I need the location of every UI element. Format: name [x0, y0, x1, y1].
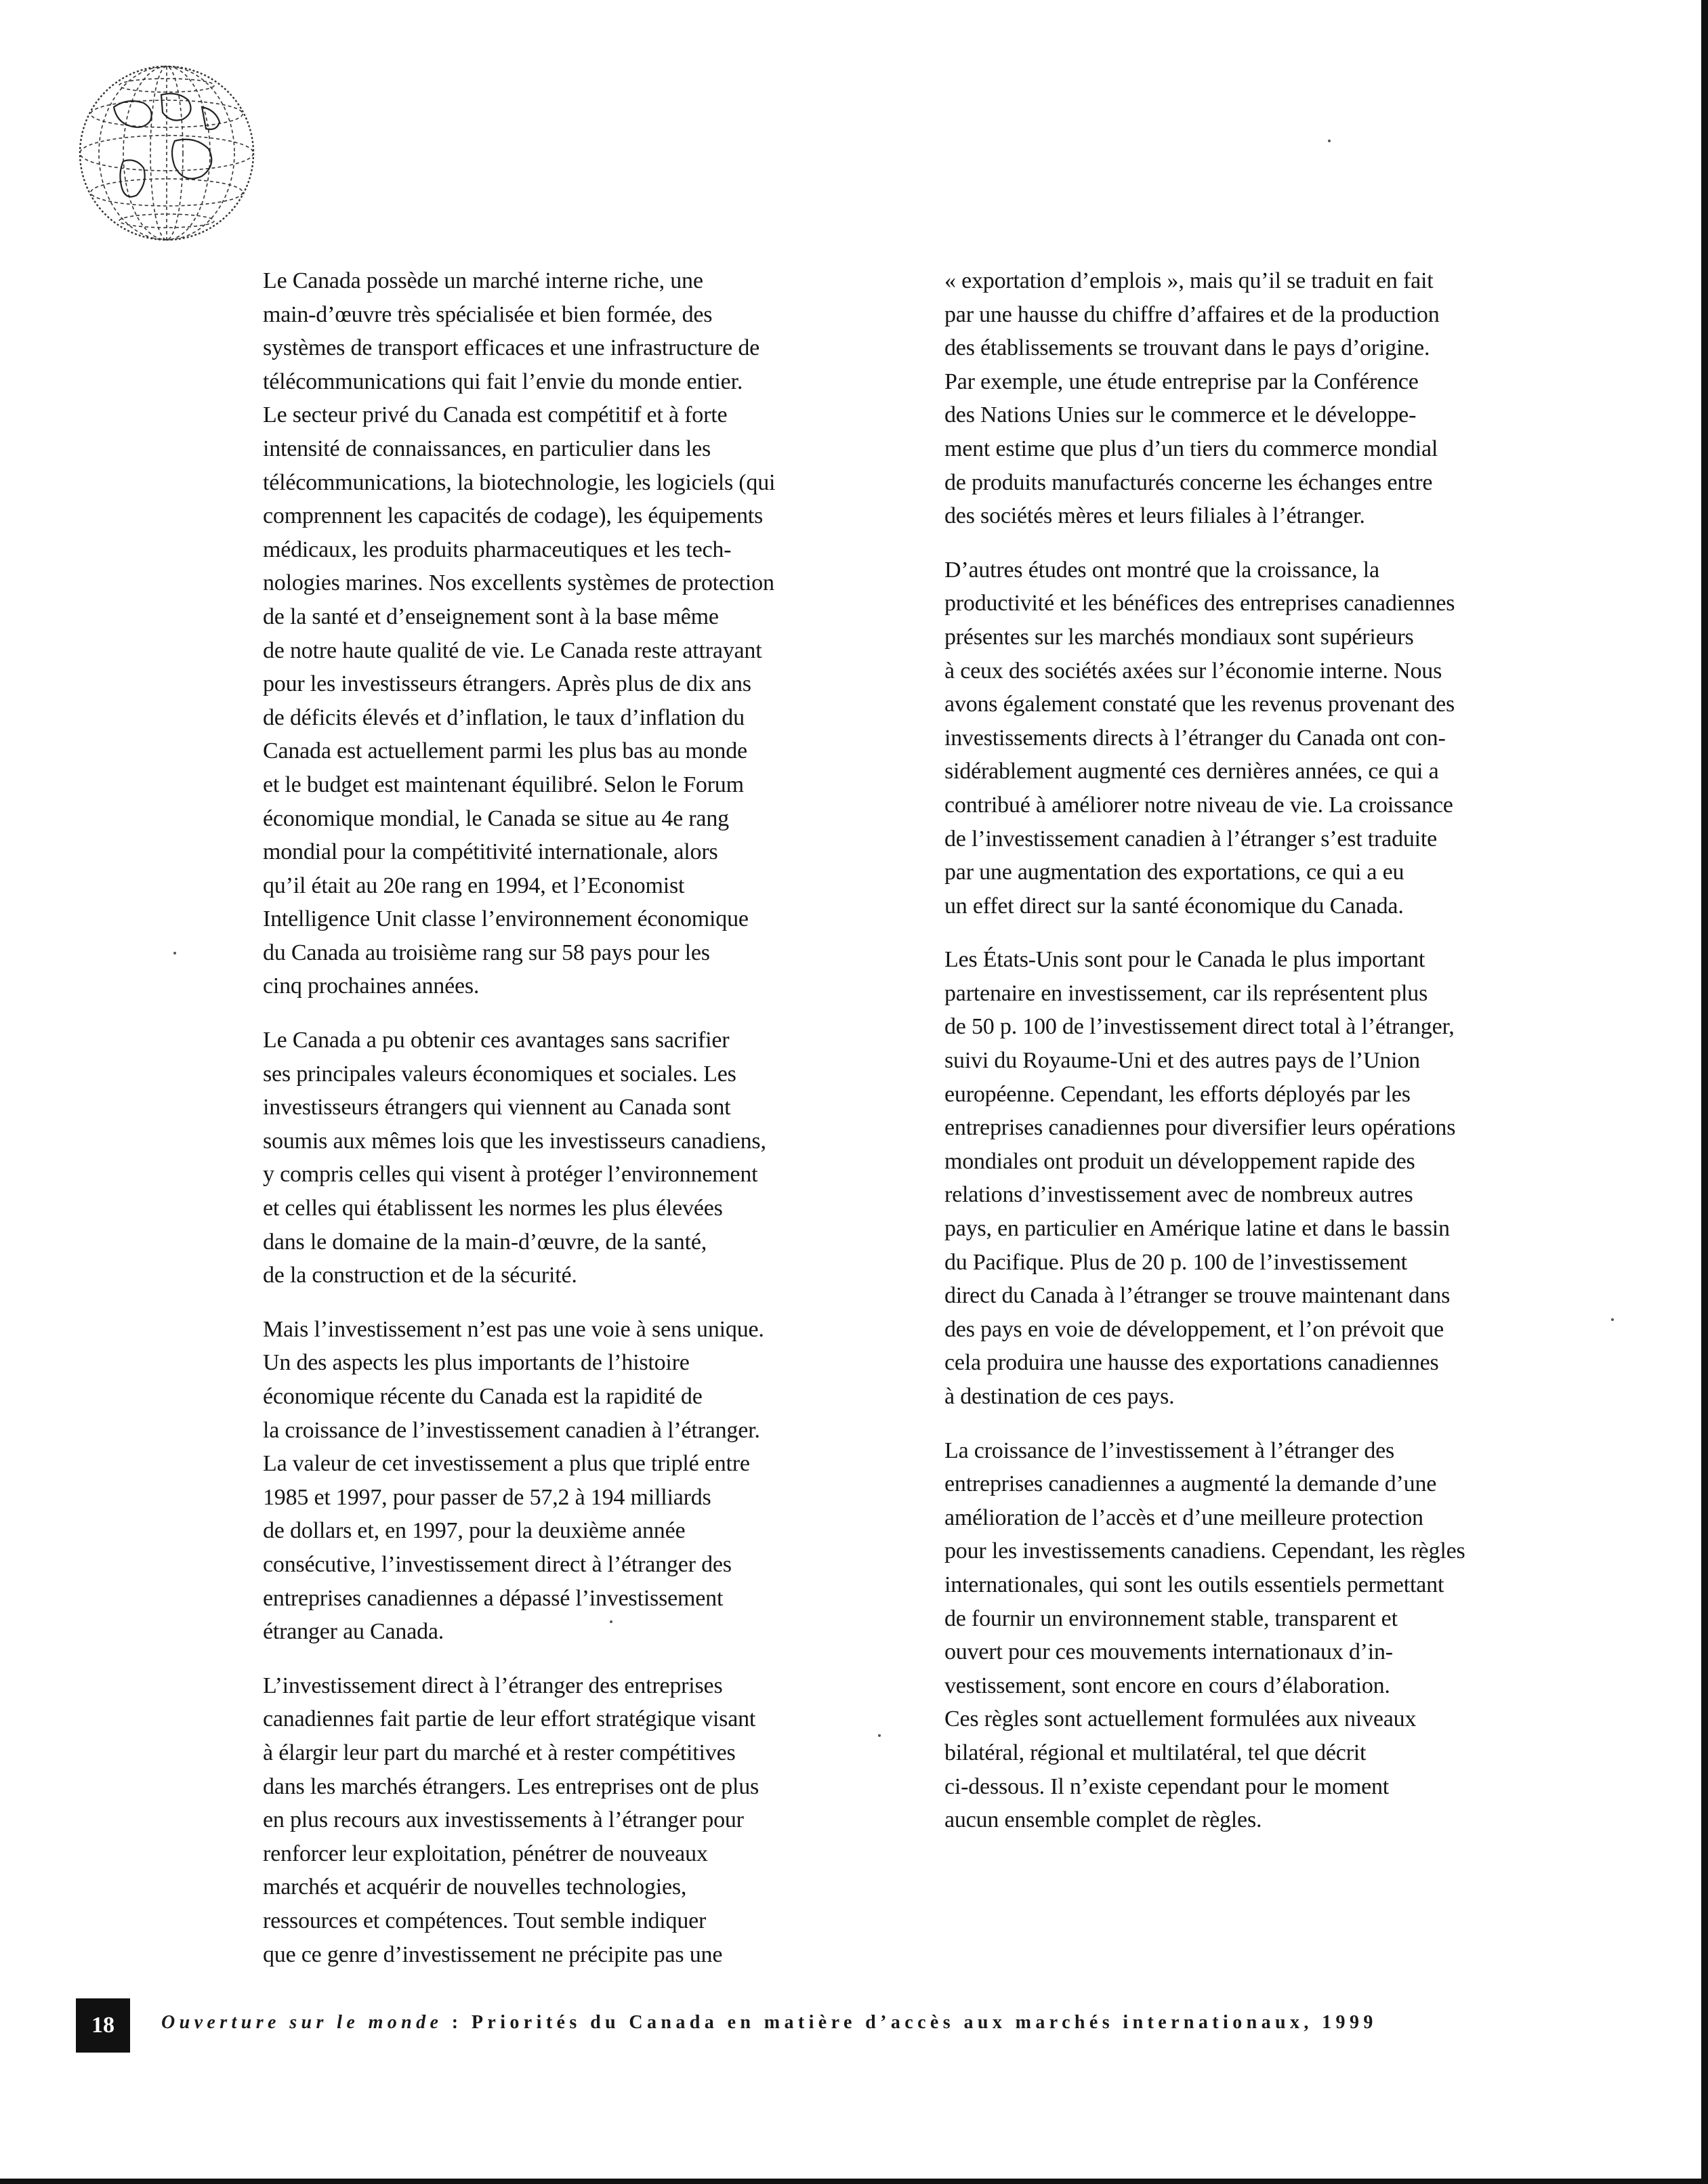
globe-icon	[73, 60, 260, 247]
paragraph: L’investissement direct à l’étranger des entreprises canadiennes fait partie de leur effort stratégique visant à élargir leur part du marché et à rester compétitives dans les marchés étrangers. Les entreprises ont de plus en plus recours aux investissements à l’étranger pour renforcer leur exploitation, pénétrer de nouveaux marchés et acquérir de nouvelles technologies, ressources et compétences. Tout semble indiquer que ce genre d’investissement ne précipite pas une	[263, 1673, 759, 1967]
scan-speck	[173, 952, 176, 954]
page-number: 18	[76, 1998, 130, 2053]
paragraph: D’autres études ont montré que la croissance, la productivité et les bénéfices des entreprises canadiennes présentes sur les marchés mondiaux sont supérieurs à ceux des sociétés axées sur l’économie interne. Nous avons également constaté que les revenus provenant des investissements directs à l’étranger du Canada ont con- sidérablement augmenté ces dernières années, ce qui a contribué à améliorer notre niveau de vie. La croissance de l’investissement canadien à l’étranger s’est traduite par une augmentation des exportations, ce qui a eu un effet direct sur la santé économique du Canada.	[944, 557, 1455, 919]
right-column	[944, 264, 1558, 1857]
paragraph: Le Canada possède un marché interne riche, une main-d’œuvre très spécialisée et bien formée, des systèmes de transport efficaces et une infrastructure de télécommunications qui fait l’envie du monde entier. Le secteur privé du Canada est compétitif et à forte intensité de connaissances, en particulier dans les télécommunications, la biotechnologie, les logiciels (qui comprennent les capacités de codage), les équipements médicaux, les produits pharmaceutiques et les tech- nologies marines. Nos excellents systèmes de protection de la santé et d’enseignement sont à la base même de notre haute qualité de vie. Le Canada reste attrayant pour les investisseurs étrangers. Après plus de dix ans de déficits élevés et d’inflation, le taux d’inflation du Canada est actuellement parmi les plus bas au monde et le budget est maintenant équilibré. Selon le Forum économique mondial, le Canada se situe au 4e rang mondial pour la compétitivité internationale, alors qu’il était au 20e rang en 1994, et l’Economist Intelligence Unit classe l’environnement économique du Canada au troisième rang sur 58 pays pour les cinq prochaines années.	[263, 268, 776, 999]
left-column	[263, 264, 854, 1992]
page-footer	[76, 1998, 1566, 2053]
scan-speck	[878, 1734, 881, 1737]
footer-title	[161, 2012, 1377, 2034]
scan-edge-right	[1701, 0, 1708, 2184]
publication-subtitle: : Priorités du Canada en matière d’accès aux marchés internationaux, 1999	[442, 2012, 1377, 2033]
scan-edge-bottom	[0, 2179, 1708, 2184]
paragraph: Le Canada a pu obtenir ces avantages sans sacrifier ses principales valeurs économiques et sociales. Les investisseurs étrangers qui viennent au Canada sont soumis aux mêmes lois que les investisseurs canadiens, y compris celles qui visent à protéger l’environnement et celles qui établissent les normes les plus élevées dans le domaine de la main-d’œuvre, de la santé, de la construction et de la sécurité.	[263, 1028, 766, 1288]
paragraph: La croissance de l’investissement à l’étranger des entreprises canadiennes a augmenté la demande d’une amélioration de l’accès et d’une meilleure protection pour les investissements canadiens. Cependant, les règles internationales, qui sont les outils essentiels permettant de fournir un environnement stable, transparent et ouvert pour ces mouvements internationaux d’in- vestissement, sont encore en cours d’élaboration. Ces règles sont actuellement formulées aux niveaux bilatéral, régional et multilatéral, tel que décrit ci-dessous. Il n’existe cependant pour le moment aucun ensemble complet de règles.	[944, 1437, 1465, 1833]
paragraph: Les États-Unis sont pour le Canada le plus important partenaire en investissement, car ils représentent plus de 50 p. 100 de l’investissement direct total à l’étranger, suivi du Royaume-Uni et des autres pays de l’Union européenne. Cependant, les efforts déployés par les entreprises canadiennes pour diversifier leurs opérations mondiales ont produit un développement rapide des relations d’investissement avec de nombreux autres pays, en particulier en Amérique latine et dans le bassin du Pacifique. Plus de 20 p. 100 de l’investissement direct du Canada à l’étranger se trouve maintenant dans des pays en voie de développement, et l’on prévoit que cela produira une hausse des exportations canadiennes à destination de ces pays.	[944, 947, 1456, 1409]
publication-title: Ouverture sur le monde	[161, 2012, 443, 2033]
scan-speck	[610, 1620, 612, 1623]
paragraph: « exportation d’emplois », mais qu’il se traduit en fait par une hausse du chiffre d’affaires et de la production des établissements se trouvant dans le pays d’origine. Par exemple, une étude entreprise par la Conférence des Nations Unies sur le commerce et le développe- ment estime que plus d’un tiers du commerce mondial de produits manufacturés concerne les échanges entre des sociétés mères et leurs filiales à l’étranger.	[944, 268, 1440, 529]
scan-speck	[1611, 1318, 1614, 1321]
paragraph: Mais l’investissement n’est pas une voie à sens unique. Un des aspects les plus importants de l’histoire économique récente du Canada est la rapidité de la croissance de l’investissement canadien à l’étranger. La valeur de cet investissement a plus que triplé entre 1985 et 1997, pour passer de 57,2 à 194 milliards de dollars et, en 1997, pour la deuxième année consécutive, l’investissement direct à l’étranger des entreprises canadiennes a dépassé l’investissement étranger au Canada.	[263, 1316, 764, 1645]
scan-speck	[1328, 140, 1331, 142]
